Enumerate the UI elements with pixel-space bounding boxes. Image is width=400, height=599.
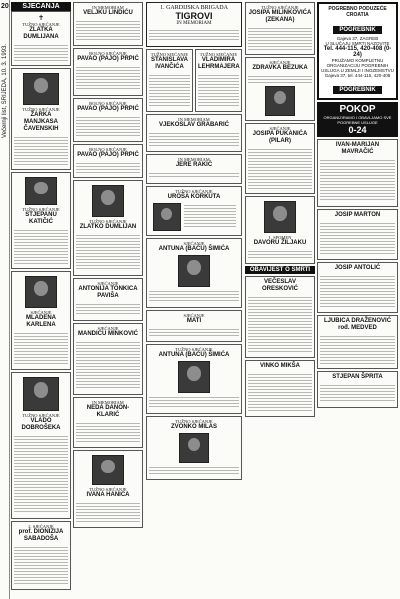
column-1 [11, 2, 71, 597]
notice-text [76, 19, 140, 41]
notice [73, 180, 143, 276]
portrait-photo [178, 255, 210, 287]
notice-intro: IN MEMORIAM [178, 117, 210, 122]
notice-text [149, 171, 239, 179]
portrait-photo [23, 377, 59, 411]
column-3 [146, 2, 242, 597]
notice-intro: SJEĆANJE [269, 126, 291, 131]
notice-text [248, 249, 312, 259]
notice-text [76, 302, 140, 316]
notice [11, 11, 71, 66]
notice [73, 48, 143, 96]
notice-text [14, 135, 68, 165]
column-2 [73, 2, 143, 597]
notice [73, 2, 143, 46]
notice [11, 68, 71, 170]
notice [146, 344, 242, 414]
notice-text [248, 74, 312, 84]
brigade-memoriam: IN MEMORIAM [176, 21, 212, 26]
notice-name: ZLATKO DUMLIJAN [79, 224, 137, 230]
notice-name: DAVORU ŽILJAKU [253, 240, 307, 246]
notice [245, 57, 315, 121]
notice-text [149, 289, 239, 303]
notice-text [149, 131, 239, 147]
notice-text [184, 203, 236, 229]
notice [73, 450, 143, 528]
notice [146, 238, 242, 308]
notice [146, 416, 242, 480]
notice-name: JOSIP MARTON [334, 212, 381, 218]
ad-address: Gajeva 37, ZAGREB [336, 36, 379, 41]
notice-intro: TUŽNO SJEĆANJE [89, 487, 127, 492]
notice-name: STANISLAVA IVANČIĆA [151, 57, 188, 70]
notice [146, 49, 193, 112]
notice-intro: SJEĆANJE [97, 281, 119, 286]
notice [317, 262, 398, 313]
notice-text [320, 383, 395, 403]
ad-brand: POGREBNIK [333, 86, 381, 94]
notice-name: NEDA DANON-KLARIĆ [86, 405, 130, 418]
notice-name: ZLATKA DUMLIJANA [23, 27, 59, 40]
pokop-title: POKOP [339, 104, 376, 115]
notice-name: prof. DIONIZIJA SABADOŠA [18, 529, 64, 542]
notice-name: MLADENA KARLENA [26, 315, 56, 328]
notice-intro: TUŽNO SJEĆANJE [22, 207, 60, 212]
portrait-photo [23, 73, 59, 105]
notice [73, 144, 143, 178]
ad-phone-2: Gajeva 37, tel. 444-115, 420-408 [324, 73, 391, 78]
notice-intro: TUŽNO SJEĆANJE [199, 52, 238, 57]
notice-intro: SJEĆANJE [183, 241, 205, 246]
notice-intro: TUŽNO SJEĆANJE [175, 189, 213, 194]
portrait-photo [25, 177, 57, 205]
notice-intro: IN MEMORIAM [92, 400, 124, 405]
notice [73, 98, 143, 142]
notice-name: STJEPAN ŠPRITA [332, 374, 383, 380]
notice [11, 372, 71, 519]
notice [245, 2, 315, 55]
notice [317, 371, 398, 408]
death-notice-header: OBAVIJEST O SMRTI [245, 266, 315, 274]
notice-intro: TUŽNO SJEĆANJE [175, 419, 213, 424]
notice-row [146, 49, 242, 114]
page-number: 20 [1, 3, 9, 10]
notice-text [248, 147, 312, 189]
notice-text [320, 274, 395, 308]
notice-text [14, 545, 68, 585]
portrait-photo [92, 455, 124, 485]
notice-text [149, 73, 190, 107]
notice-name: PAVAO (PAJO) PRPIĆ [77, 106, 139, 112]
notice-text [76, 161, 140, 173]
notice-name: PAVAO (PAJO) PRPIĆ [77, 56, 139, 62]
brigade-name: 1. GARDIJSKA BRIGADA [160, 5, 228, 11]
notice [11, 172, 71, 269]
notice-text [14, 228, 68, 264]
notice-name: LJUBICA DRAŽENOVIĆ rođ. MEDVED [323, 318, 392, 331]
notice-name: UROŠA KORKUTA [167, 194, 221, 200]
notice-intro: TUŽNO SJEĆANJE [150, 52, 189, 57]
notice-intro: TUŽNO SJEĆANJE [261, 5, 299, 10]
notice [73, 278, 143, 321]
ad-services: PRUŽAMO KOMPLETNU ORGANIZACIJU POGREBNIH USLUGA U ZEMLJI I INOZEMSTVU [321, 58, 394, 73]
notice-name: ANTONIJA TONKICA PAVIŠA [78, 286, 138, 299]
notice-name: VLADIMIRA LEHRMAJERA [198, 57, 240, 70]
notice-intro: 1. SPOMEN [268, 235, 292, 240]
notice-text [149, 327, 239, 337]
notice-text [14, 43, 68, 61]
notice-name: JERE RAKIĆ [175, 162, 213, 168]
notice-name: IVAN-MARIJAN MAVRAČIĆ [335, 142, 380, 155]
notice [317, 209, 398, 260]
notice-name: MANDICU MINKOVIĆ [78, 331, 138, 337]
notice-intro: SJEĆANJE [269, 60, 291, 65]
notice-name: JOSIPA MILINKOVIĆA (ZEKANA) [248, 10, 312, 23]
notice [245, 360, 315, 417]
notice-name: JOSIP ANTOLIĆ [334, 265, 381, 271]
notice-name: VLADO DOBROŠEKA [21, 418, 61, 431]
notice-text [248, 295, 312, 353]
ad-phone: Tel. 444-115, 420-408 (0-24) [323, 46, 392, 58]
notice-intro: IN MEMORIAM [178, 157, 210, 162]
notice-text [149, 395, 239, 409]
notice-text [248, 372, 312, 412]
notice-intro: TUŽNO SJEĆANJE [89, 219, 127, 224]
notice-name: ZVONKO MILAS [171, 424, 217, 430]
notice-name: ŽARKA MANJKASA ČAVENSKIH [23, 112, 59, 132]
ad-logo: POGREBNIK [333, 26, 381, 34]
notice-intro: SJEĆANJE [97, 326, 119, 331]
pokop-desc: ORGANIZIRAMO I OBAVLJAMO SVE POGREBNE USLUGE [323, 115, 392, 125]
notice-intro: TUŽNO SJEĆANJE [22, 22, 60, 27]
portrait-photo [179, 433, 209, 463]
notice-name: ANTUNA (BAĆU) ŠIMIĆA [158, 246, 230, 252]
notice-intro: BOLNO SJEĆANJE [89, 51, 127, 56]
notice-intro: BOLNO SJEĆANJE [89, 101, 127, 106]
notice-name: VEČESLAV ORESKOVIĆ [261, 279, 298, 292]
notice-name: VELJKU LINDIĆU [83, 10, 133, 16]
notice [73, 323, 143, 395]
notice [11, 271, 71, 370]
page-spine [0, 0, 10, 599]
notice-intro: IN MEMORIAM [92, 5, 124, 10]
notice-text [76, 233, 140, 271]
notice [146, 114, 242, 152]
pokop-ad [317, 102, 398, 137]
notice-name: PAVAO (PAJO) PRPIĆ [77, 152, 139, 158]
brigade-notice [146, 2, 242, 47]
ad-call-line: U SLUČAJU SMRTI NAZOVITE [325, 41, 390, 46]
notice-intro: TUŽNO SJEĆANJE [22, 413, 60, 418]
notice-name: ANTUNA (BAĆU) ŠIMIĆA [158, 352, 230, 358]
portrait-photo [25, 276, 57, 308]
notice-text [248, 26, 312, 50]
notice-intro: TUŽNO SJEĆANJE [175, 347, 213, 352]
notice [317, 139, 398, 207]
notice-name: MATI [186, 318, 202, 324]
notice-text [14, 434, 68, 514]
portrait-photo [265, 86, 295, 116]
notice-name: VINKO MIKŠA [259, 363, 300, 369]
notice-intro: 2. SJEĆANJE [28, 524, 54, 529]
notice-text [149, 465, 239, 475]
section-header: SJEĆANJA [11, 2, 71, 11]
notice-intro: BOLNO SJEĆANJE [89, 147, 127, 152]
notice-text [320, 221, 395, 255]
notice-text [76, 421, 140, 443]
notice-text [198, 73, 239, 107]
notice-text [14, 331, 68, 365]
column-5 [317, 2, 398, 597]
notice-name: IVANA HANICA [86, 492, 130, 498]
notice-name: ZDRAVKA BEZUKA [252, 65, 308, 71]
column-4 [245, 2, 315, 597]
notice-text [76, 65, 140, 91]
notice [245, 196, 315, 264]
portrait-photo [264, 201, 296, 233]
notice-text [320, 334, 395, 364]
notice [146, 186, 242, 236]
notice [317, 315, 398, 369]
notice [245, 123, 315, 194]
brigade-title: TIGROVI [175, 11, 213, 21]
cross-icon: ✝ [38, 14, 44, 22]
pokop-hours: 0-24 [348, 125, 367, 135]
notice-intro: TUŽNO SJEĆANJE [22, 107, 60, 112]
notice-text [76, 340, 140, 390]
portrait-photo [92, 185, 124, 217]
publication-date: Večernji list, SRIJEDA, 10. 3. 1993. [2, 43, 8, 138]
notice-text [149, 28, 239, 42]
ad-company: POGREBNO PODUZEĆE CROATIA [328, 6, 387, 18]
notice-text [76, 115, 140, 137]
notice-intro: SJEĆANJE [183, 313, 205, 318]
notice-text [320, 158, 395, 202]
notice-name: JOSIPA PUKANIĆA (PILAR) [252, 131, 308, 144]
notice-name: VJEKOSLAV GRABARIĆ [159, 122, 229, 128]
notice [195, 49, 242, 112]
notice [146, 154, 242, 184]
portrait-photo [178, 361, 210, 393]
notice [245, 276, 315, 358]
notice-text [76, 501, 140, 523]
notice [11, 521, 71, 590]
photo-row [149, 201, 239, 233]
portrait-photo [153, 203, 181, 231]
funeral-service-ad [317, 2, 398, 100]
notice [146, 310, 242, 342]
notice-intro: SJEĆANJE [30, 310, 52, 315]
notice [73, 397, 143, 448]
notice-name: STJEPANU KATIČIĆ [25, 212, 57, 225]
